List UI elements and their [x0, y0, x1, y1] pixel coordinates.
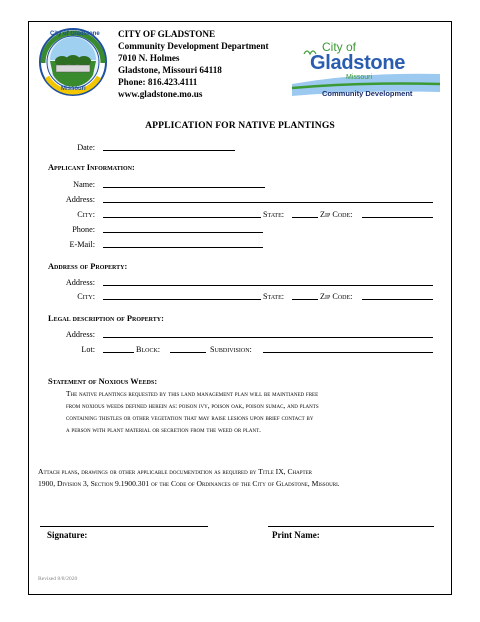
block-field[interactable]	[170, 352, 206, 353]
subdivision-label: Subdivision:	[210, 345, 252, 354]
noxious-line-3: containing thistles or other vegetation that may raise lesions upon brief contact by	[66, 413, 314, 422]
state-label: State:	[263, 210, 285, 219]
date-label: Date:	[77, 143, 95, 152]
seal-top-text: City of Gladstone	[50, 31, 100, 37]
lot-field[interactable]	[103, 352, 134, 353]
website: www.gladstone.mo.us	[118, 89, 203, 99]
property-address-field[interactable]	[103, 285, 433, 286]
logo-name: Gladstone	[310, 52, 406, 74]
phone-label: Phone:	[72, 225, 95, 234]
noxious-line-2: from noxious weeds defined herein as: poison ivy, poison oak, poison sumac, and plants	[66, 401, 319, 410]
name-label: Name:	[73, 180, 95, 189]
revised-date: Revised 8/8/2020	[38, 576, 78, 582]
lot-label: Lot:	[81, 345, 95, 354]
noxious-line-4: a person with plant material or secretion from the weed or plant.	[66, 425, 261, 434]
name-field[interactable]	[103, 187, 265, 188]
applicant-heading: Applicant Information:	[48, 163, 135, 172]
logo-dept: Community Development	[322, 89, 413, 98]
legal-address-field[interactable]	[103, 337, 433, 338]
zip-field[interactable]	[362, 217, 433, 218]
property-state-label: State:	[263, 292, 285, 301]
attach-line-1: Attach plans, drawings or other applicable documentation as required by Title IX, Chapter	[38, 467, 312, 476]
print-name-field[interactable]	[268, 526, 434, 527]
legal-heading: Legal description of Property:	[48, 314, 164, 323]
noxious-heading: Statement of Noxious Weeds:	[48, 377, 158, 386]
address-line-1: 7010 N. Holmes	[118, 53, 180, 63]
city-field[interactable]	[103, 217, 261, 218]
address-label: Address:	[65, 195, 95, 204]
property-city-field[interactable]	[103, 299, 261, 300]
email-label: E-Mail:	[69, 240, 95, 249]
property-city-label: City:	[77, 292, 95, 301]
noxious-line-1: The native plantings requested by this land management plan will be maintianed free	[66, 389, 319, 398]
property-zip-label: Zip Code:	[320, 292, 353, 301]
subdivision-field[interactable]	[263, 352, 433, 353]
block-label: Block:	[136, 345, 161, 354]
date-field[interactable]	[103, 150, 235, 151]
property-address-label: Address:	[65, 278, 95, 287]
org-name: CITY OF GLADSTONE	[118, 29, 216, 39]
property-zip-field[interactable]	[362, 299, 433, 300]
state-field[interactable]	[292, 217, 318, 218]
page-border	[28, 21, 452, 595]
address-line-2: Gladstone, Missouri 64118	[118, 65, 222, 75]
email-field[interactable]	[103, 247, 263, 248]
signature-label: Signature:	[47, 530, 88, 540]
city-label: City:	[77, 210, 95, 219]
print-name-label: Print Name:	[272, 530, 320, 540]
address-field[interactable]	[103, 202, 433, 203]
department: Community Development Department	[118, 41, 269, 51]
property-state-field[interactable]	[292, 299, 318, 300]
form-title: APPLICATION FOR NATIVE PLANTINGS	[145, 120, 335, 131]
seal-bottom-text: Missouri	[61, 86, 86, 92]
zip-label: Zip Code:	[320, 210, 353, 219]
legal-address-label: Address:	[65, 330, 95, 339]
attach-line-2: 1900, Division 3, Section 9.1900.301 of the Code of Ordinances of the City of Gladstone, Missouri.	[38, 479, 340, 488]
logo-city-of: City of	[322, 40, 357, 54]
signature-field[interactable]	[40, 526, 208, 527]
phone-field[interactable]	[103, 232, 263, 233]
phone: Phone: 816.423.4111	[118, 77, 198, 87]
logo-state: Missouri	[346, 74, 373, 81]
property-heading: Address of Property:	[48, 262, 128, 271]
